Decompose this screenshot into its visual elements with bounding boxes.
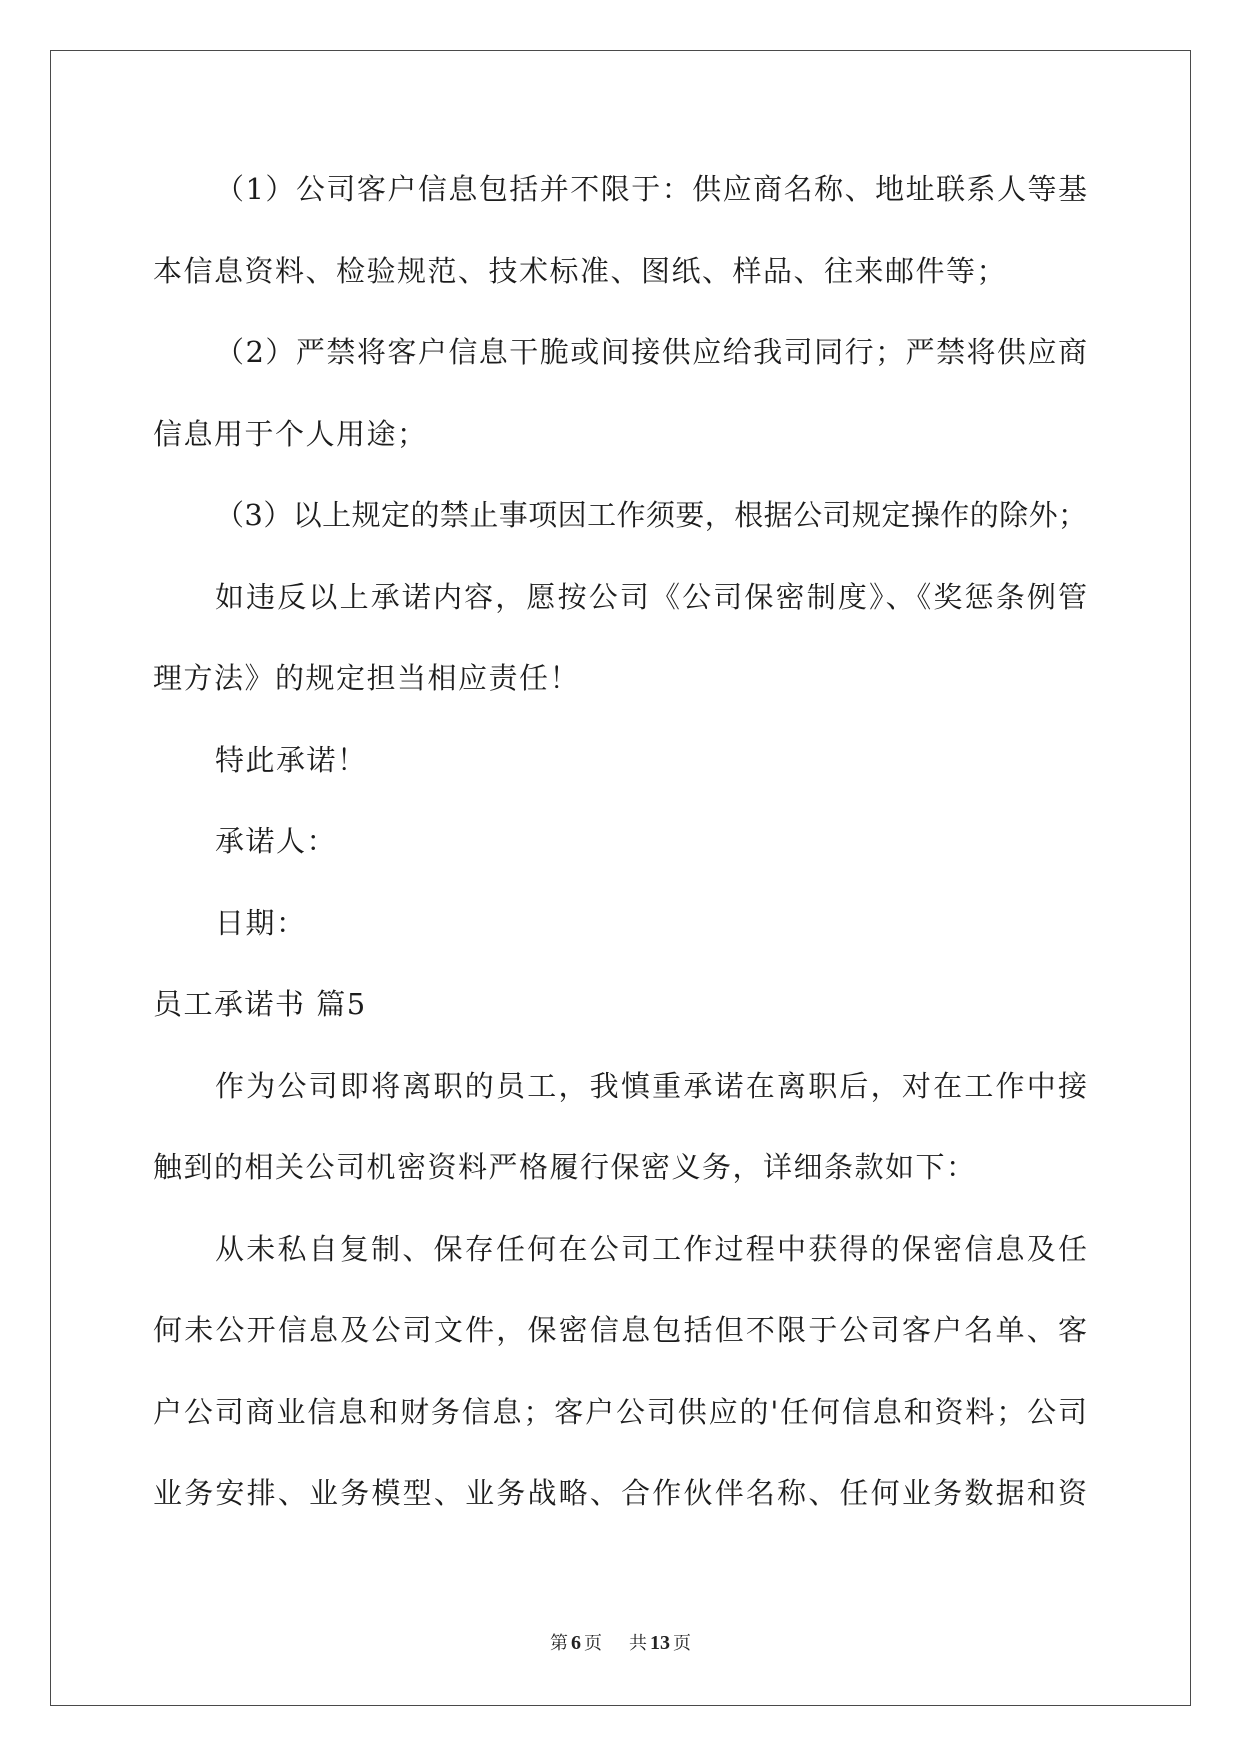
text-line: 本信息资料、检验规范、技术标准、图纸、样品、往来邮件等； [153,253,1008,288]
text-line: （1）公司客户信息包括并不限于：供应商名称、地址联系人等基 [215,172,1087,206]
section-heading: 员工承诺书 篇5 [153,987,367,1021]
text-line: （3）以上规定的禁止事项因工作须要，根据公司规定操作的除外； [215,498,1087,532]
page-footer [0,1630,1241,1656]
total-suffix: 页 [673,1633,691,1653]
document-body [153,149,1087,1535]
total-prefix: 共 [629,1633,647,1653]
signer-label: 承诺人： [215,824,338,858]
clause-item-3 [153,475,1087,557]
clause-item-2 [153,312,1087,475]
text-line: 作为公司即将离职的员工，我慎重承诺在离职后，对在工作中接 [215,1068,1087,1103]
page-prefix: 第 [550,1633,568,1653]
text-line: 如违反以上承诺内容，愿按公司《公司保密制度》、《奖惩条例管 [215,579,1087,614]
total-pages: 13 [650,1632,670,1654]
text-line: 从未私自复制、保存任何在公司工作过程中获得的保密信息及任 [215,1231,1087,1266]
text-line: 触到的相关公司机密资料严格履行保密义务，详细条款如下： [153,1150,977,1184]
confidentiality-clause [153,1209,1087,1535]
violation-clause [153,557,1087,720]
page-number: 6 [571,1632,581,1654]
text-line: 信息用于个人用途； [153,416,428,451]
page-suffix: 页 [584,1633,602,1653]
text-line: 业务安排、业务模型、业务战略、合作伙伴名称、任何业务数据和资 [153,1476,1087,1510]
total-pages-label [625,1633,692,1653]
date-label: 日期： [215,905,307,940]
closing-statement: 特此承诺！ [215,742,368,777]
text-line: 何未公开信息及公司文件，保密信息包括但不限于公司客户名单、客 [153,1313,1087,1347]
intro-paragraph [153,1046,1087,1209]
page-number-label [550,1633,607,1653]
text-line: （2）严禁将客户信息干脆或间接供应给我司同行；严禁将供应商 [215,335,1087,369]
text-line: 理方法》的规定担当相应责任！ [153,661,581,695]
clause-item-1 [153,149,1087,312]
text-line: 户公司商业信息和财务信息；客户公司供应的'任何信息和资料；公司 [153,1394,1087,1429]
